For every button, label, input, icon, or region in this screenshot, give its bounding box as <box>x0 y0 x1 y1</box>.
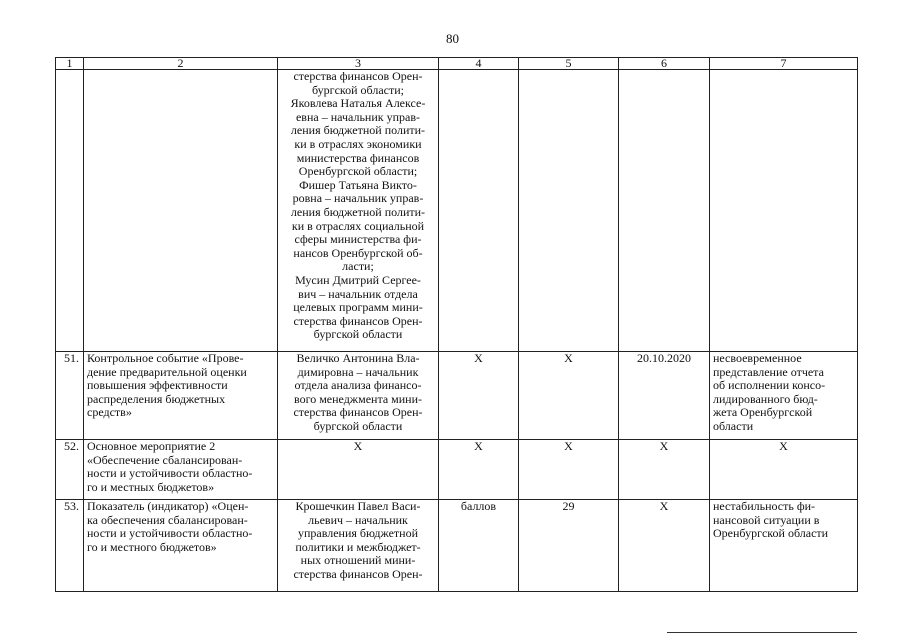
risk-cell <box>710 70 858 352</box>
responsible-cell-text: Оренбургской области; <box>298 164 418 179</box>
row-number-cell <box>56 500 84 592</box>
row-number-cell-text: 53. <box>64 499 79 513</box>
column-4-cell-text: Х <box>474 439 483 453</box>
risk-cell-text: нансовой ситуации в <box>713 512 820 527</box>
row-number-cell <box>56 70 84 352</box>
column-6-cell <box>619 440 710 500</box>
risk-cell-text: жета Оренбургской <box>713 405 813 420</box>
column-header: 3 <box>278 58 439 70</box>
page-number: 80 <box>446 31 459 46</box>
column-4-cell <box>439 500 519 592</box>
responsible-cell-text: политики и межбюджет- <box>295 539 421 554</box>
responsible-cell-text: Яковлева Наталья Алексе- <box>290 96 426 111</box>
column-header: 5 <box>519 58 619 70</box>
responsible-cell <box>278 500 439 592</box>
responsible-cell-text: целевых программ мини- <box>293 300 423 315</box>
event-name-cell <box>84 70 278 352</box>
column-5-cell-text: 29 <box>562 499 575 513</box>
responsible-cell-text: ления бюджетной полити- <box>290 204 426 219</box>
column-6-cell <box>619 70 710 352</box>
risk-cell-text: нестабильность фи- <box>713 499 816 513</box>
event-name-cell-text: Основное мероприятие 2 <box>87 439 216 453</box>
column-6-cell <box>619 352 710 440</box>
row-number-cell-text: 51. <box>64 351 79 365</box>
risk-cell-text: лидированного бюд- <box>713 391 818 406</box>
responsible-cell-text: вого менеджмента мини- <box>293 391 423 406</box>
event-name-cell-text: средств» <box>87 405 132 420</box>
responsible-cell-text: ки в отраслях социальной <box>291 218 425 233</box>
column-5-cell <box>519 500 619 592</box>
column-header: 6 <box>619 58 710 70</box>
column-6-cell-text: 20.10.2020 <box>637 351 691 365</box>
responsible-cell-text: министерства финансов <box>296 150 420 165</box>
responsible-cell-text: ласти; <box>342 259 374 274</box>
risk-cell-text: Х <box>779 439 788 453</box>
column-6-cell-text: Х <box>659 499 669 513</box>
responsible-cell-text: димировна – начальник <box>297 364 419 379</box>
event-name-cell-text: ка обеспечения сбалансирован- <box>87 512 248 527</box>
column-header: 7 <box>710 58 858 70</box>
risk-cell <box>710 440 858 500</box>
event-name-cell-text: дение предварительной оценки <box>87 364 247 379</box>
event-name-cell-text: го и местных бюджетов» <box>87 479 215 494</box>
event-name-cell-text: го и местного бюджетов» <box>87 539 217 554</box>
responsible-cell <box>278 352 439 440</box>
responsible-cell-text: стерства финансов Орен- <box>293 405 423 420</box>
risk-cell-text: Оренбургской области <box>713 526 829 541</box>
risk-cell-text: области <box>713 418 754 433</box>
risk-cell-text: представление отчета <box>713 364 824 379</box>
column-5-cell <box>519 440 619 500</box>
column-5-cell-text: Х <box>564 351 573 365</box>
responsible-cell-text: Величко Антонина Вла- <box>296 351 420 365</box>
responsible-cell-text: бургской области; <box>312 82 404 97</box>
risk-cell-text: несвоевременное <box>713 351 802 365</box>
responsible-cell-text: вич – начальник отдела <box>298 286 418 301</box>
event-name-cell <box>84 352 278 440</box>
responsible-cell <box>278 440 439 500</box>
responsible-cell-text: ровна – начальник управ- <box>292 191 424 206</box>
event-name-cell <box>84 440 278 500</box>
responsible-cell-text: отдела анализа финансо- <box>294 378 422 393</box>
responsible-cell-text: Фишер Татьяна Викто- <box>299 177 417 192</box>
table-row <box>56 70 858 352</box>
column-4-cell-text: Х <box>474 351 483 365</box>
responsible-cell-text: ки в отраслях экономики <box>294 136 422 151</box>
column-4-cell <box>439 440 519 500</box>
responsible-cell-text: стерства финансов Орен- <box>293 313 423 328</box>
responsible-cell-text: ных отношений мини- <box>300 553 416 568</box>
event-name-cell-text: «Обеспечение сбалансирован- <box>87 452 243 467</box>
responsible-cell-text: Крошечкин Павел Васи- <box>295 499 421 513</box>
event-name-cell-text: повышения эффективности <box>87 378 228 393</box>
column-4-cell <box>439 70 519 352</box>
event-name-cell <box>84 500 278 592</box>
risk-cell <box>710 500 858 592</box>
risk-cell <box>710 352 858 440</box>
event-name-cell-text: ности и устойчивости областно- <box>87 466 253 481</box>
responsible-cell-text: сферы министерства фи- <box>294 232 422 247</box>
event-name-cell-text: Показатель (индикатор) «Оцен- <box>87 499 249 513</box>
row-number-cell <box>56 440 84 500</box>
responsible-cell-text: евна – начальник управ- <box>295 109 421 124</box>
table-header-row <box>56 58 858 70</box>
footer-rule <box>667 632 857 633</box>
column-5-cell <box>519 352 619 440</box>
column-header: 1 <box>56 58 84 70</box>
responsible-cell-text: Х <box>353 439 363 453</box>
table-row <box>56 440 858 500</box>
responsible-cell-text: стерства финансов Орен- <box>293 69 423 83</box>
column-header: 4 <box>439 58 519 70</box>
event-name-cell-text: Контрольное событие «Прове- <box>87 351 244 365</box>
responsible-cell-text: Мусин Дмитрий Сергее- <box>295 272 421 287</box>
event-name-cell-text: ности и устойчивости областно- <box>87 526 253 541</box>
column-header: 2 <box>84 58 278 70</box>
column-4-cell-text: баллов <box>460 499 497 513</box>
column-5-cell <box>519 70 619 352</box>
column-6-cell-text: Х <box>659 439 669 453</box>
responsible-cell-text: бургской области <box>313 418 403 433</box>
document-table <box>55 57 858 592</box>
responsible-cell-text: бургской области <box>313 327 403 342</box>
column-5-cell-text: Х <box>564 439 573 453</box>
event-name-cell-text: распределения бюджетных <box>87 391 226 406</box>
row-number-cell-text: 52. <box>64 439 79 453</box>
row-number-cell <box>56 352 84 440</box>
responsible-cell <box>278 70 439 352</box>
responsible-cell-text: нансов Оренбургской об- <box>293 245 423 260</box>
table-row <box>56 500 858 592</box>
risk-cell-text: об исполнении консо- <box>713 378 826 393</box>
responsible-cell-text: льевич – начальник <box>308 512 408 527</box>
responsible-cell-text: управления бюджетной <box>297 526 419 541</box>
column-6-cell <box>619 500 710 592</box>
table-row <box>56 352 858 440</box>
responsible-cell-text: стерства финансов Орен- <box>293 566 423 581</box>
column-4-cell <box>439 352 519 440</box>
responsible-cell-text: ления бюджетной полити- <box>290 123 426 138</box>
